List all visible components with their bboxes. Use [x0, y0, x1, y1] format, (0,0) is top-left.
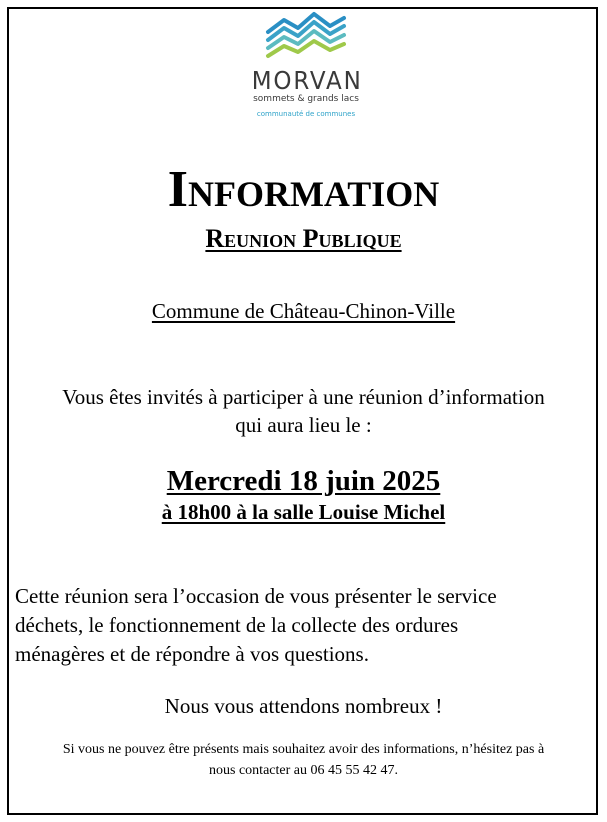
event-time-place-text: à 18h00 à la salle Louise Michel — [161, 500, 446, 524]
description-line-1: Cette réunion sera l’occasion de vous présenter le service — [15, 584, 497, 608]
commune-text: Commune de Château-Chinon-Ville — [151, 299, 456, 323]
event-time-place — [0, 499, 607, 525]
description-line-3: ménagères et de répondre à vos questions. — [15, 642, 369, 666]
contact-note — [12, 739, 595, 781]
event-date — [0, 464, 607, 498]
invitation-line-1: Vous êtes invités à participer à une réunion d’information — [62, 385, 545, 409]
invitation-line-2: qui aura lieu le : — [235, 413, 372, 437]
invitation-text — [0, 383, 607, 439]
logo-tagline: sommets & grands lacs — [253, 94, 359, 104]
subtitle-text: Reunion Publique — [205, 224, 402, 253]
contact-note-line-2: nous contacter au 06 45 55 42 47. — [209, 763, 398, 778]
logo-subtitle: communauté de communes — [256, 110, 356, 118]
description-paragraph — [15, 582, 590, 669]
morvan-logo — [247, 10, 365, 142]
event-date-text: Mercredi 18 juin 2025 — [166, 465, 441, 497]
page-subtitle — [0, 224, 607, 254]
logo-name: MORVAN — [251, 66, 363, 95]
page-title: Information — [167, 161, 440, 218]
mountains-icon — [264, 10, 348, 62]
description-line-2: déchets, le fonctionnement de la collecte des ordures — [15, 613, 459, 637]
closing-text: Nous vous attendons nombreux ! — [164, 694, 443, 718]
commune-heading — [0, 298, 607, 324]
contact-note-line-1: Si vous ne pouvez être présents mais souhaitez avoir des informations, n’hésitez pas à — [62, 742, 545, 757]
